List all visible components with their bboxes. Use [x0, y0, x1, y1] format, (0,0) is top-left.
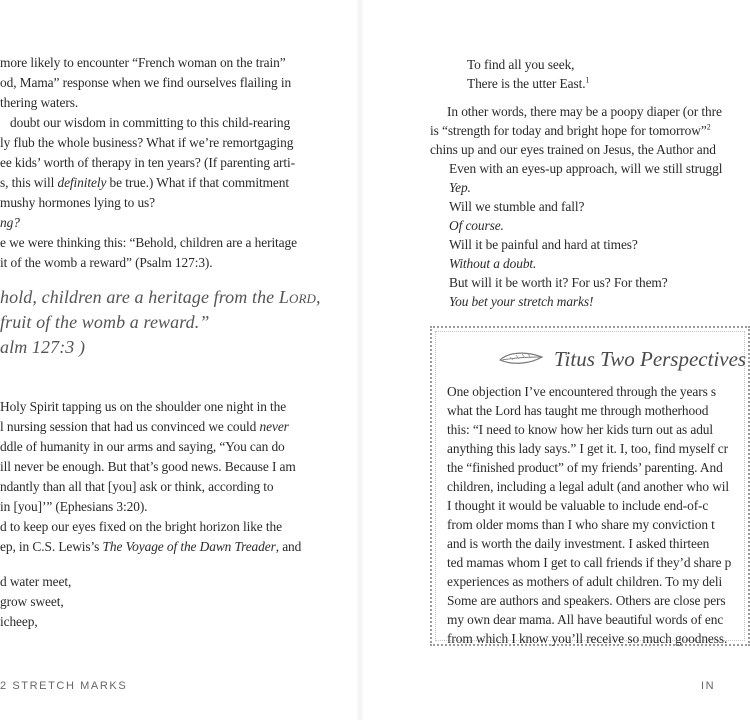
right-page: [360, 0, 747, 720]
dialogue-answer: You bet your stretch marks!: [449, 294, 594, 309]
book-title: The Voyage of the Dawn Treader: [102, 539, 276, 554]
sidebar-line: my own dear mama. All have beautiful words of enc: [447, 612, 724, 627]
body-line: chins up and our eyes trained on Jesus, the Author and: [430, 142, 716, 157]
poem-line: To find all you seek,: [467, 57, 575, 72]
body-line: e we were thinking this: “Behold, children are a heritage: [0, 235, 297, 250]
emphasis-text: definitely: [57, 175, 107, 190]
sidebar-line: this: “I need to know how her kids turn out as adul: [447, 422, 714, 437]
body-line: ill never be enough. But that’s good news. Because I am: [0, 459, 296, 474]
body-line: Even with an eyes-up approach, will we still struggl: [449, 161, 723, 176]
feather-icon: [498, 351, 544, 367]
body-line: [0, 174, 289, 192]
body-text: s, this will: [0, 175, 58, 190]
left-page: [0, 0, 360, 720]
dialogue-answer: Yep.: [449, 180, 471, 195]
running-footer: 2 STRETCH MARKS: [0, 680, 128, 692]
poem-line: d water meet,: [0, 574, 72, 589]
body-line: l nursing session that had us convinced we could never: [0, 419, 289, 434]
poem-line: There is the utter East.$^1$: [467, 75, 590, 91]
sidebar-line: anything this lady says.” I get it. I, too, find myself cr: [447, 441, 728, 456]
body-line: d to keep our eyes fixed on the bright horizon like the: [0, 519, 282, 534]
lord-small-caps: Lord: [278, 287, 316, 307]
dialogue-answer: Of course.: [449, 218, 504, 233]
body-line: more likely to encounter “French woman on the train”: [0, 55, 286, 70]
poem-line: icheep,: [0, 614, 38, 629]
sidebar-line: I thought it would be valuable to include end-of-c: [447, 498, 709, 513]
body-line: thering waters.: [0, 95, 79, 110]
body-line: ndantly than all that [you] ask or think, according to: [0, 479, 274, 494]
poem-line: grow sweet,: [0, 594, 64, 609]
scripture-quote-line: fruit of the womb a reward.”: [0, 312, 210, 332]
body-line: ly flub the whole business? What if we’re remortgaging: [0, 135, 294, 150]
sidebar-title: Titus Two Perspectives: [554, 347, 747, 371]
emphasis-text: never: [259, 419, 289, 434]
body-text: be true.) What if that commitment: [106, 175, 289, 190]
running-footer: IN: [701, 680, 716, 692]
body-line: is “strength for today and bright hope for tomorrow”$^2$: [430, 122, 711, 138]
sidebar-line: the “finished product” of my friends’ parenting. And: [447, 460, 723, 475]
body-line: ee kids’ worth of therapy in ten years? (If parenting arti-: [0, 155, 296, 170]
sidebar-line: ted mamas whom I get to call friends if they’d share p: [447, 555, 732, 570]
footnote-marker: 2: [706, 122, 711, 132]
sidebar-line: what the Lord has taught me through motherhood: [447, 403, 709, 418]
sidebar-line: Some are authors and speakers. Others are close pers: [447, 593, 726, 608]
body-line: in [you]’” (Ephesians 3:20).: [0, 499, 148, 514]
dialogue-answer: Without a doubt.: [449, 256, 537, 271]
body-line: od, Mama” response when we find ourselves flailing in: [0, 75, 292, 90]
body-line: doubt our wisdom in committing to this child-rearing: [10, 115, 291, 130]
sidebar-line: from which I know you’ll receive so much goodness.: [447, 631, 728, 646]
sidebar-line: and is worth the daily investment. I asked thirteen: [447, 536, 710, 551]
sidebar-line: children, including a legal adult (and another who wil: [447, 479, 730, 494]
scripture-reference: alm 127:3 ): [0, 337, 86, 357]
body-line: mushy hormones lying to us?: [0, 195, 156, 210]
body-line: ng?: [0, 215, 20, 230]
body-line: Holy Spirit tapping us on the shoulder one night in the: [0, 399, 287, 414]
dialogue-question: Will it be painful and hard at times?: [449, 237, 638, 252]
dialogue-question: But will it be worth it? For us? For them?: [449, 275, 668, 290]
body-line: ep, in C.S. Lewis’s The Voyage of the Dawn Treader, and: [0, 539, 302, 554]
footnote-marker: 1: [585, 75, 590, 85]
scripture-quote-line: hold, children are a heritage from the Lord,: [0, 287, 321, 307]
sidebar-line: One objection I’ve encountered through the years s: [447, 384, 717, 399]
body-line: In other words, there may be a poopy diaper (or thre: [447, 104, 722, 119]
sidebar-line: from older moms than I who share my conviction t: [447, 517, 715, 532]
body-line: it of the womb a reward” (Psalm 127:3).: [0, 255, 213, 270]
body-line: ddle of humanity in our arms and saying, “You can do: [0, 439, 285, 454]
dialogue-question: Will we stumble and fall?: [449, 199, 585, 214]
sidebar-line: experiences as mothers of adult children. To my deli: [447, 574, 723, 589]
